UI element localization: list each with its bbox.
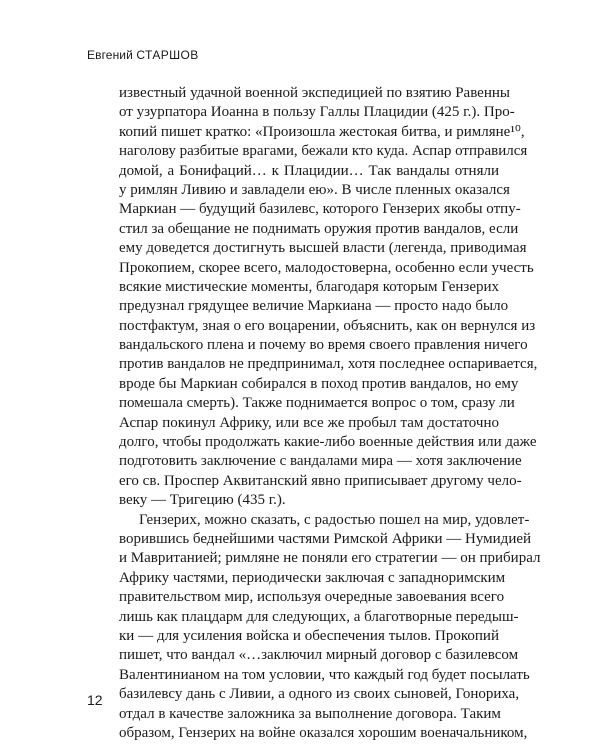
- text-line: ему доведется достигнуть высшей власти (легенда, приводимая: [119, 240, 527, 257]
- text-line: копий пишет кратко: «Произошла жестокая битва, и римляне¹⁰,: [119, 123, 525, 140]
- text-line: образом, Гензерих на войне оказался хорошим военачальником,: [119, 724, 528, 741]
- text-line: известный удачной военной экспедицией по взятию Равенны: [119, 85, 510, 101]
- text-line: долго, чтобы продолжать какие-либо военные действия или даже: [119, 434, 537, 451]
- author-last-name: СТАРШОВ: [136, 48, 199, 62]
- text-line: наголову разбитые врагами, бежали кто куда. Аспар отправился: [119, 143, 528, 160]
- text-line: Маркиан — будущий базилевс, которого Гензерих якобы отпу-: [119, 201, 521, 218]
- text-line: всякие мистические моменты, благодаря которым Гензерих: [119, 278, 500, 295]
- text-line: предузнал грядущее величие Маркиана — просто надо было: [119, 298, 509, 315]
- text-line: его св. Проспер Аквитанский явно приписывает другому чело-: [119, 472, 522, 489]
- text-line: Прокопием, скорее всего, малодостоверна, особенно если учесть: [119, 259, 534, 276]
- text-line: Африку частями, периодически заключая с западноримским: [119, 569, 506, 586]
- page-number: 12: [87, 692, 103, 708]
- text-line: от узурпатора Иоанна в пользу Галлы Плацидии (425 г.). Про-: [119, 104, 515, 121]
- text-line: у римлян Ливию и завладели ею». В числе пленных оказался: [119, 181, 510, 198]
- text-line: правительством мир, используя очередные завоевания всего: [119, 589, 505, 606]
- text-line: вандальского плена и почему во время своего правления ничего: [119, 337, 528, 354]
- text-line: пишет, что вандал «…заключил мирный договор с базилевсом: [119, 647, 519, 664]
- text-line: и Мавританией; римляне не поняли его стратегии — он прибирал: [119, 550, 541, 567]
- text-line: подготовить заключение с вандалами мира — хотя заключение: [119, 453, 522, 470]
- text-line: Аспар покинул Африку, или все же пробыл там достаточно: [119, 414, 499, 431]
- text-line: Валентинианом на том условии, что каждый год будет посылать: [119, 666, 530, 683]
- author-first-name: Евгений: [87, 48, 133, 62]
- text-line: постфактум, зная о его воцарении, объяснить, как он вернулся из: [119, 317, 536, 334]
- text-line: против вандалов не предпринимал, хотя последнее оспаривается,: [119, 356, 538, 373]
- text-line: базилевсу дань с Ливии, а одного из своих сыновей, Гонориха,: [119, 686, 520, 703]
- text-line: помешала смерть). Также поднимается вопрос о том, сразу ли: [119, 395, 515, 412]
- text-line: стил за обещание не поднимать оружия против вандалов, если: [119, 220, 519, 237]
- body-text: [119, 84, 541, 743]
- text-line: домой, а Бонифаций… к Плацидии… Так вандалы отняли: [119, 162, 499, 179]
- text-line: отдал в качестве заложника за выполнение договора. Таким: [119, 705, 501, 722]
- running-head: [87, 48, 199, 62]
- text-line: веку — Тригецию (435 г.).: [119, 492, 286, 509]
- paragraph-first-line: Гензерих, можно сказать, с радостью пошел на мир, удовлет-: [139, 511, 530, 528]
- text-line: лишь как плацдарм для следующих, а благотворные передыш-: [119, 608, 519, 625]
- text-line: ворившись беднейшими частями Римской Африки — Нумидией: [119, 530, 532, 547]
- text-line: вроде бы Маркиан собирался в поход против вандалов, но ему: [119, 375, 519, 392]
- text-line: ки — для усиления войска и обеспечения тылов. Прокопий: [119, 627, 499, 644]
